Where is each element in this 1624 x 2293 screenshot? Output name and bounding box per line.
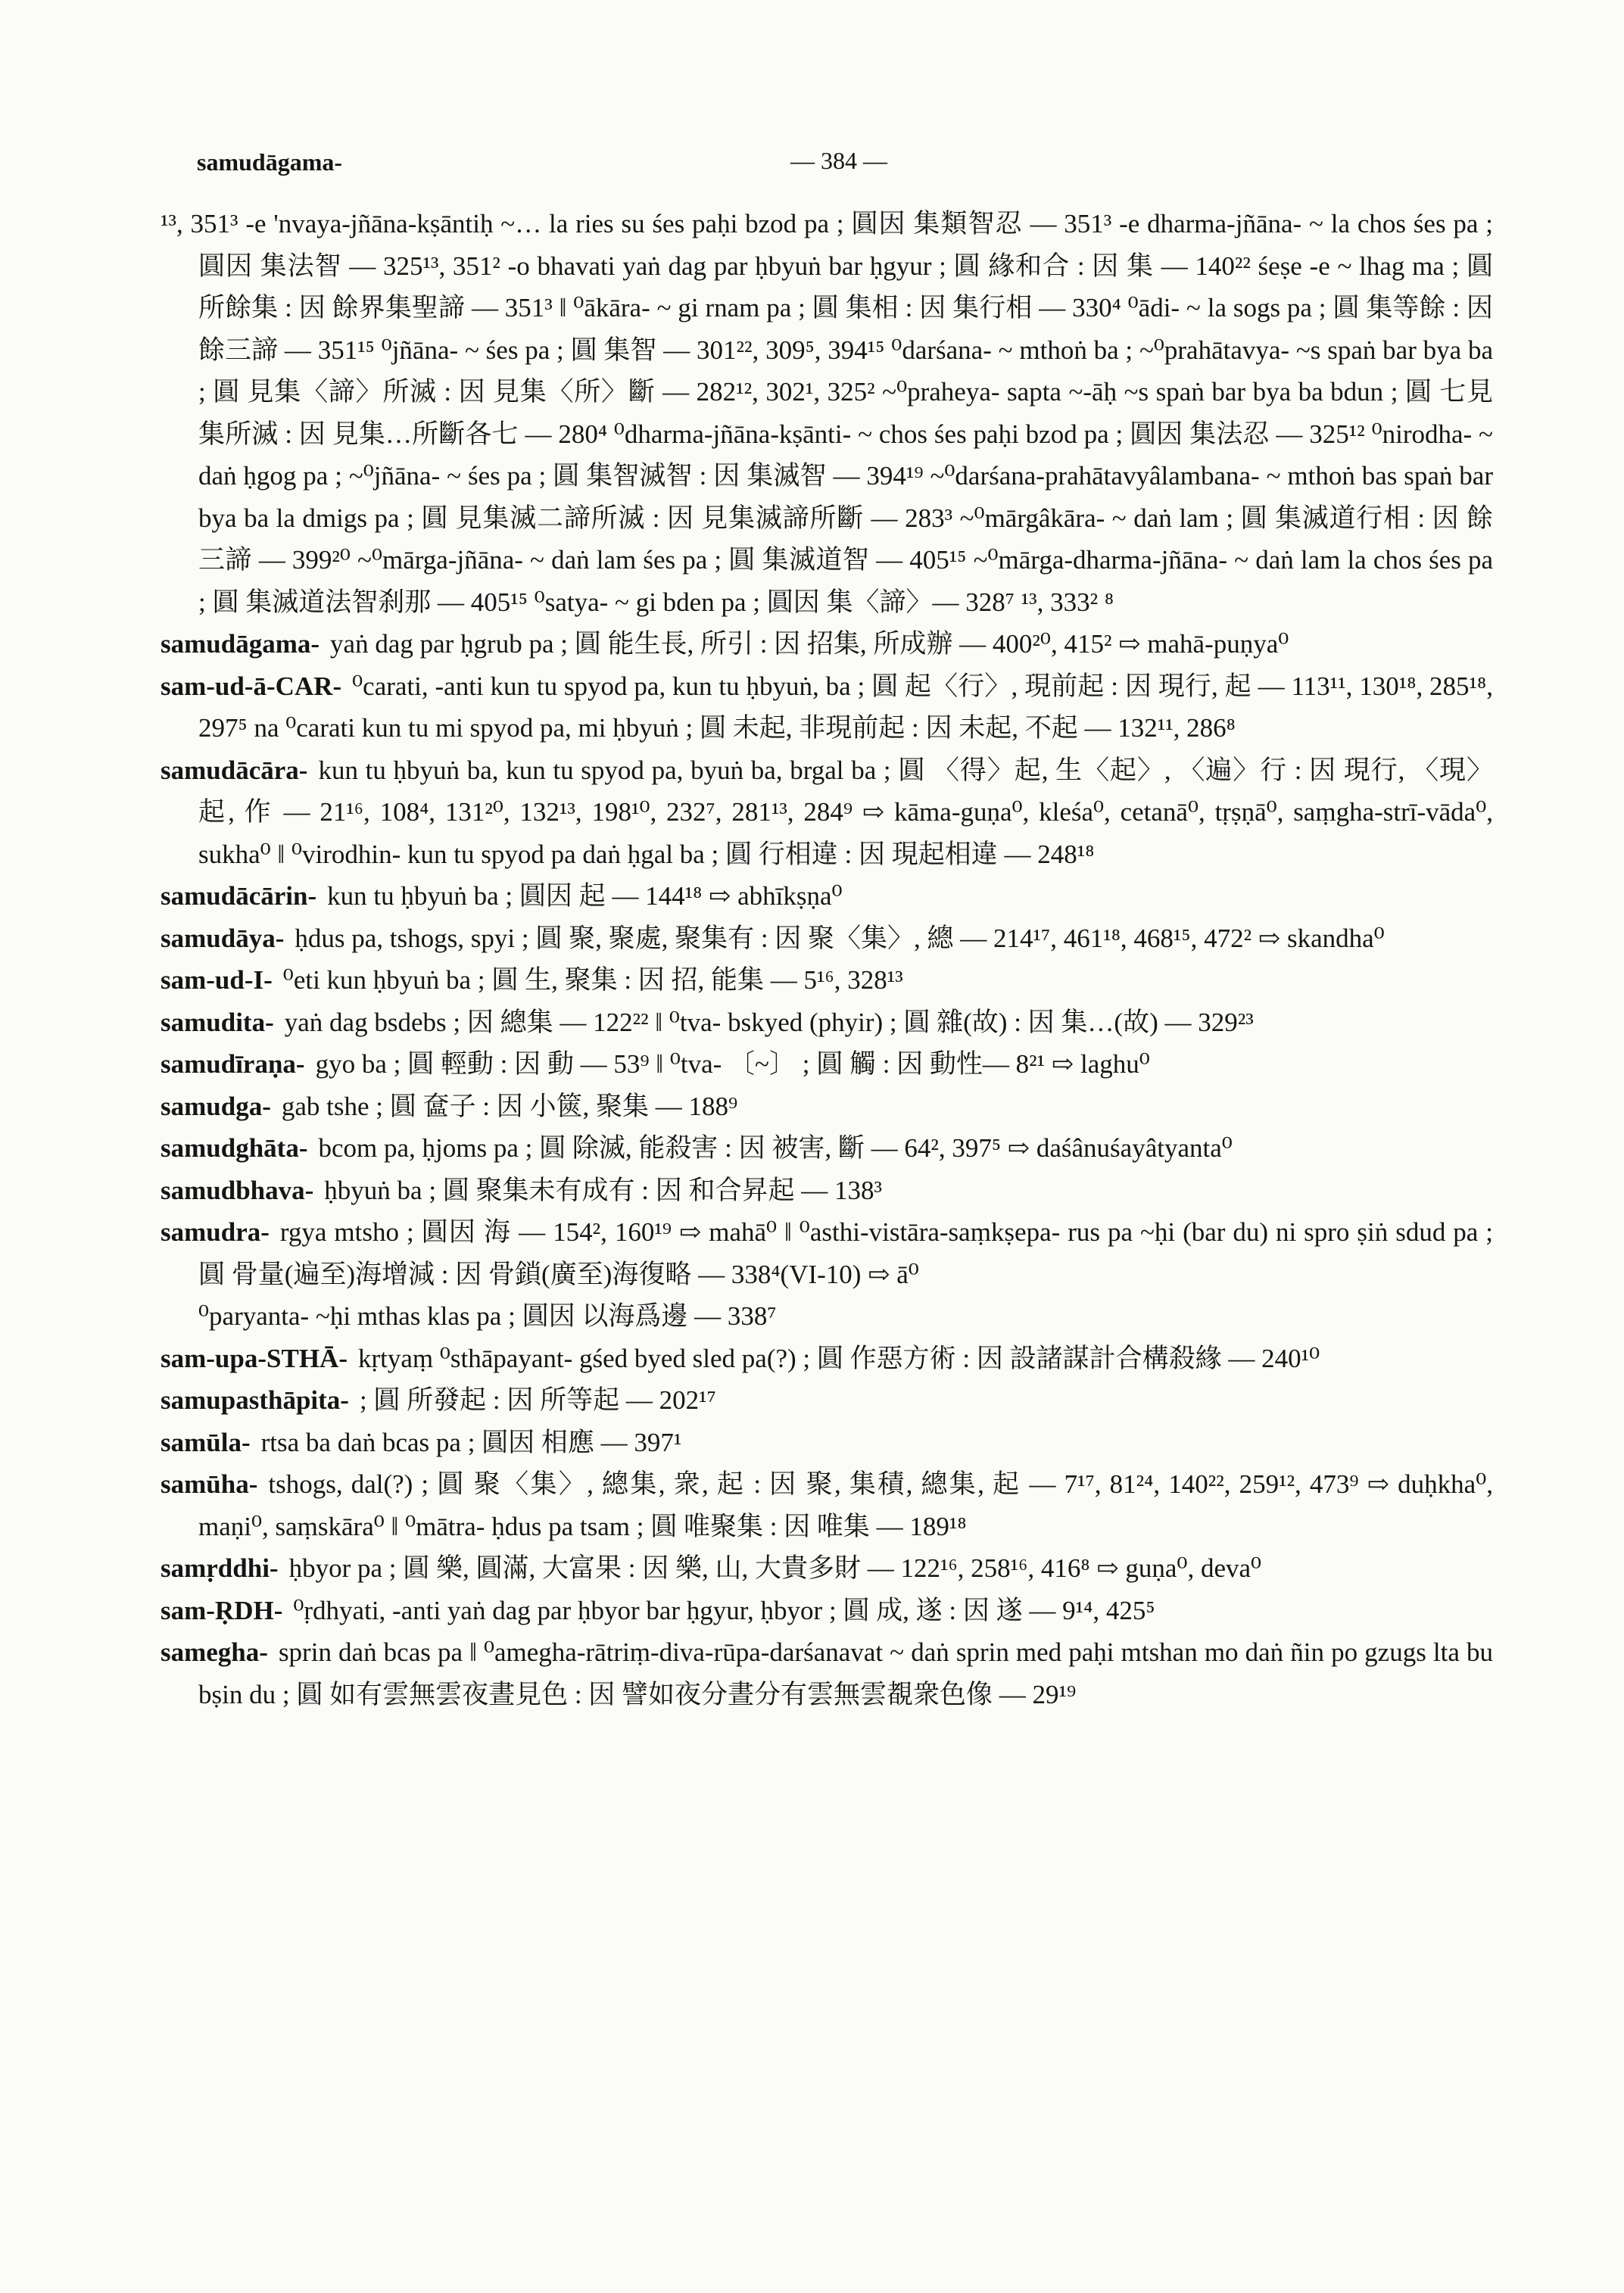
- entry-headword: samupasthāpita-: [161, 1385, 349, 1415]
- entry-definition: ⁰carati, -anti kun tu spyod pa, kun tu ḥbyuṅ, ba ; 圓 起〈行〉, 現前起 : 因 現行, 起 — 113¹¹, 130¹⁸, 285¹⁸, 297⁵ na ⁰carati kun tu mi spyod pa, mi ḥbyuṅ ; 圓 未起, 非現前起 : 因 未起, 不起 — 132¹¹, 286⁸: [198, 671, 1493, 743]
- entry-definition: yaṅ dag par ḥgrub pa ; 圓 能生長, 所引 : 因 招集, 所成辦 — 400²⁰, 415² ⇨ mahā-puṇya⁰: [330, 629, 1289, 659]
- entry-definition: kun tu ḥbyuṅ ba, kun tu spyod pa, byuṅ ba, brgal ba ; 圓 〈得〉起, 生〈起〉, 〈遍〉行 : 因 現行, 〈現〉起, 作 — 21¹⁶, 108⁴, 131²⁰, 132¹³, 198¹⁰, 232⁷, 281¹³, 284⁹ ⇨ kāma-guṇa⁰, kleśa⁰, cetanā⁰, tṛṣṇā⁰, saṃgha-strī-vāda⁰, sukha⁰ ‖ ⁰virodhin- kun tu spyod pa daṅ ḥgal ba ; 圓 行相違 : 因 現起相違 — 248¹⁸: [198, 755, 1493, 869]
- entry-definition: ⁰ṛdhyati, -anti yaṅ dag par ḥbyor bar ḥgyur, ḥbyor ; 圓 成, 遂 : 因 遂 — 9¹⁴, 425⁵: [293, 1595, 1155, 1625]
- dictionary-entry: [161, 1170, 1493, 1212]
- entry-definition: ; 圓 所發起 : 因 所等起 — 202¹⁷: [359, 1385, 716, 1415]
- entry-headword: sam-upa-STHĀ-: [161, 1343, 348, 1373]
- running-head: samudāgama-: [197, 148, 343, 176]
- entry-headword: sam-ud-I-: [161, 965, 273, 995]
- entry-headword: sam-ṚDH-: [161, 1595, 283, 1625]
- entry-definition: yaṅ dag bsdebs ; 因 總集 — 122²² ‖ ⁰tva- bskyed (phyir) ; 圓 雜(故) : 因 集…(故) — 329²³: [284, 1007, 1254, 1037]
- dictionary-entry: [161, 1295, 1493, 1338]
- entry-headword: samudācāra-: [161, 755, 308, 785]
- dictionary-entry: [161, 1002, 1493, 1044]
- dictionary-entry: [161, 918, 1493, 960]
- entry-headword: samṛddhi-: [161, 1553, 279, 1583]
- dictionary-entry: [161, 1631, 1493, 1715]
- dictionary-entry: [161, 959, 1493, 1002]
- dictionary-entry: [161, 1547, 1493, 1590]
- entry-headword: samūha-: [161, 1469, 258, 1499]
- entry-definition: ḥbyor pa ; 圓 樂, 圓滿, 大富果 : 因 樂, 山, 大貴多財 — 122¹⁶, 258¹⁶, 416⁸ ⇨ guṇa⁰, deva⁰: [288, 1553, 1262, 1583]
- entry-headword: samudācārin-: [161, 881, 317, 911]
- dictionary-entry: [161, 1590, 1493, 1632]
- entry-definition: tshogs, dal(?) ; 圓 聚〈集〉, 總集, 衆, 起 : 因 聚, 集積, 總集, 起 — 7¹⁷, 81²⁴, 140²², 259¹², 473⁹ ⇨ duḥkha⁰, maṇi⁰, saṃskāra⁰ ‖ ⁰mātra- ḥdus pa tsam ; 圓 唯聚集 : 因 唯集 — 189¹⁸: [198, 1469, 1493, 1541]
- entry-headword: sam-ud-ā-CAR-: [161, 671, 342, 701]
- dictionary-entry: [161, 623, 1493, 665]
- entry-definition: gyo ba ; 圓 輕動 : 因 動 — 53⁹ ‖ ⁰tva- 〔~〕 ; 圓 觸 : 因 動性— 8²¹ ⇨ laghu⁰: [315, 1049, 1150, 1079]
- dictionary-entry: [161, 1043, 1493, 1086]
- entry-headword: samudīraṇa-: [161, 1049, 305, 1079]
- entry-headword: samegha-: [161, 1637, 268, 1667]
- entry-headword: samudghāta-: [161, 1133, 308, 1163]
- entry-headword: samudita-: [161, 1007, 274, 1037]
- entry-headword: samudāgama-: [161, 629, 320, 659]
- dictionary-entry: [161, 1211, 1493, 1295]
- entry-definition: rgya mtsho ; 圓因 海 — 154², 160¹⁹ ⇨ mahā⁰ ‖ ⁰asthi-vistāra-saṃkṣepa- rus pa ~ḥi (bar du) ni spro ṣiṅ sdud pa ; 圓 骨量(遍至)海增減 : 因 骨鎖(廣至)海復略 — 338⁴(VI-10) ⇨ ā⁰: [198, 1217, 1493, 1289]
- entry-definition: ⁰paryanta- ~ḥi mthas klas pa ; 圓因 以海爲邊 — 338⁷: [198, 1301, 777, 1331]
- dictionary-entry: [161, 749, 1493, 876]
- dictionary-entry: [161, 1379, 1493, 1422]
- entry-headword: samūla-: [161, 1427, 251, 1457]
- dictionary-entry: [161, 203, 1493, 623]
- entry-definition: kun tu ḥbyuṅ ba ; 圓因 起 — 144¹⁸ ⇨ abhīkṣṇa⁰: [327, 881, 843, 911]
- dictionary-entry: [161, 1338, 1493, 1380]
- entry-definition: rtsa ba daṅ bcas pa ; 圓因 相應 — 397¹: [260, 1427, 682, 1457]
- entry-definition: ⁰eti kun ḥbyuṅ ba ; 圓 生, 聚集 : 因 招, 能集 — 5¹⁶, 328¹³: [282, 965, 903, 995]
- entry-list: [161, 203, 1493, 1715]
- entry-definition: ¹³, 351³ -e 'nvaya-jñāna-kṣāntiḥ ~… la ries su śes paḥi bzod pa ; 圓因 集類智忍 — 351³ -e dharma-jñāna- ~ la chos śes pa ; 圓因 集法智 — 325¹³, 351² -o bhavati yaṅ dag par ḥbyuṅ bar ḥgyur ; 圓 緣和合 : 因 集 — 140²² śeṣe -e ~ lhag ma ; 圓 所餘集 : 因 餘界集聖諦 — 351³ ‖ ⁰ākāra- ~ gi rnam pa ; 圓 集相 : 因 集行相 — 330⁴ ⁰ādi- ~ la sogs pa ; 圓 集等餘 : 因 餘三諦 — 351¹⁵ ⁰jñāna- ~ śes pa ; 圓 集智 — 301²², 309⁵, 394¹⁵ ⁰darśana- ~ mthoṅ ba ; ~⁰prahātavya- ~s spaṅ bar bya ba ; 圓 見集〈諦〉所滅 : 因 見集〈所〉斷 — 282¹², 302¹, 325² ~⁰praheya- sapta ~-āḥ ~s spaṅ bar bya ba bdun ; 圓 七見集所滅 : 因 見集…所斷各七 — 280⁴ ⁰dharma-jñāna-kṣānti- ~ chos śes paḥi bzod pa ; 圓因 集法忍 — 325¹² ⁰nirodha- ~ daṅ ḥgog pa ; ~⁰jñāna- ~ śes pa ; 圓 集智滅智 : 因 集滅智 — 394¹⁹ ~⁰darśana-prahātavyâlambana- ~ mthoṅ bas spaṅ bar bya ba la dmigs pa ; 圓 見集滅二諦所滅 : 因 見集滅諦所斷 — 283³ ~⁰mārgâkāra- ~ daṅ lam ; 圓 集滅道行相 : 因 餘三諦 — 399²⁰ ~⁰mārga-jñāna- ~ daṅ lam śes pa ; 圓 集滅道智 — 405¹⁵ ~⁰mārga-dharma-jñāna- ~ daṅ lam la chos śes pa ; 圓 集滅道法智刹那 — 405¹⁵ ⁰satya- ~ gi bden pa ; 圓因 集〈諦〉— 328⁷ ¹³, 333² ⁸: [161, 209, 1493, 617]
- dictionary-entry: [161, 1422, 1493, 1464]
- dictionary-entry: [161, 665, 1493, 749]
- entry-definition: bcom pa, ḥjoms pa ; 圓 除滅, 能殺害 : 因 被害, 斷 — 64², 397⁵ ⇨ daśânuśayâtyanta⁰: [318, 1133, 1233, 1163]
- dictionary-entry: [161, 1463, 1493, 1547]
- dictionary-entry: [161, 875, 1493, 918]
- entry-headword: samudra-: [161, 1217, 270, 1247]
- entry-headword: samudāya-: [161, 923, 285, 953]
- entry-headword: samudbhava-: [161, 1175, 314, 1205]
- entry-headword: samudga-: [161, 1091, 271, 1121]
- entry-definition: kṛtyaṃ ⁰sthāpayant- gśed byed sled pa(?) ; 圓 作惡方術 : 因 設諸謀計合構殺緣 — 240¹⁰: [357, 1343, 1320, 1373]
- entry-definition: sprin daṅ bcas pa ‖ ⁰amegha-rātriṃ-diva-rūpa-darśanavat ~ daṅ sprin med paḥi mtshan mo daṅ ñin po gzugs lta bu bṣin du ; 圓 如有雲無雲夜晝見色 : 因 譬如夜分晝分有雲無雲覩衆色像 — 29¹⁹: [198, 1637, 1493, 1709]
- entry-definition: gab tshe ; 圓 奩子 : 因 小篋, 聚集 — 188⁹: [281, 1091, 738, 1121]
- entry-definition: ḥdus pa, tshogs, spyi ; 圓 聚, 聚處, 聚集有 : 因 聚〈集〉, 總 — 214¹⁷, 461¹⁸, 468¹⁵, 472² ⇨ skandha⁰: [295, 923, 1385, 953]
- page-number: — 384 —: [790, 147, 887, 174]
- dictionary-entry: [161, 1127, 1493, 1170]
- dictionary-entry: [161, 1086, 1493, 1128]
- entry-definition: ḥbyuṅ ba ; 圓 聚集未有成有 : 因 和合昇起 — 138³: [324, 1175, 883, 1205]
